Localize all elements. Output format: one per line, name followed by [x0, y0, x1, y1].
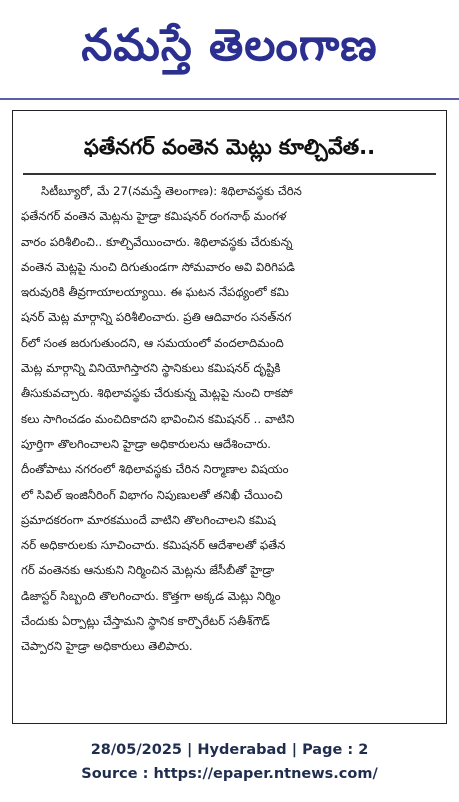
article-line: కలు సాగించడం మంచిదికాదని భావించిన కమిషనర్ .. వాటిని — [21, 411, 295, 426]
article-line: వారం పరిశీలించి.. కూల్చివేయించారు. శిథిలావస్థకు చేరుకున్న — [21, 234, 293, 249]
article-line: ఫతేనగర్ వంతెన మెట్లను హైడ్రా కమిషనర్ రంగనాథ్ మంగళ — [21, 209, 287, 224]
article-line: ప్రమాదకరంగా మారకముందే వాటిని తొలగించాలని కమిష — [21, 512, 276, 527]
article-line: సిటీబ్యూరో, మే 27(నమస్తే తెలంగాణ): శిథిలావస్థకు చేరిన — [41, 184, 302, 198]
article-line: లో సివిల్ ఇంజినీరింగ్ విభాగం నిపుణులతో తనిఖీ చేయించి — [21, 487, 283, 502]
article-line: వంతెన మెట్లపై నుంచి దిగుతుండగా సోమవారం అవి విరిగిపడి — [21, 259, 295, 274]
article-line: షనర్ మెట్ల మార్గాన్ని పరిశీలించారు. ప్రతి ఆదివారం సనత్‌నగ — [21, 310, 292, 325]
article-line: గర్ వంతెనకు ఆనుకుని నిర్మించిన మెట్లను జేసీబీతో హైడ్రా — [21, 563, 275, 578]
news-clipping — [12, 110, 447, 724]
article-line: తీసుకువచ్చారు. శిథిలావస్థకు చేరుకున్న మెట్లపై నుంచి రాకపో — [21, 386, 293, 401]
article-line: చెప్పారని హైడ్రా అధికారులు తెలిపారు. — [21, 639, 193, 654]
article-line: దీంతోపాటు నగరంలో శిథిలావస్థకు చేరిన నిర్మాణాల విషయం — [21, 462, 289, 477]
newspaper-logo-title: నమస్తే తెలంగాణ — [81, 20, 378, 71]
article-line: చేందుకు ఏర్పాట్లు చేస్తామని స్థానిక కార్పొరేటర్ సతీశ్‌గౌడ్ — [21, 614, 270, 629]
article-headline: ఫతేనగర్ వంతెన మెట్లు కూల్చివేత.. — [83, 135, 376, 159]
publication-date-line: 28/05/2025 | Hyderabad | Page : 2 — [90, 742, 369, 758]
article-line: పూర్తిగా తొలగించాలని హైడ్రా అధికారులను ఆదేశించారు. — [21, 436, 272, 451]
article-body — [21, 179, 438, 717]
newspaper-masthead — [0, 0, 459, 100]
clipping-footer — [0, 738, 459, 786]
headline-divider — [23, 173, 436, 175]
source-link[interactable]: Source : https://epaper.ntnews.com/ — [81, 766, 378, 782]
article-line: నర్ అధికారులకు సూచించారు. కమిషనర్ ఆదేశాలతో ఫతేన — [21, 538, 286, 553]
article-line: డిజాస్టర్ సిబ్బంది తొలగించారు. కొత్తగా అక్కడ మెట్లు నిర్మిం — [21, 588, 281, 603]
article-line: ర్‌లో సంత జరుగుతుందని, ఆ సమయంలో వందలాదిమంది — [21, 335, 284, 350]
article-line: ఇరువురికి తీవ్రగాయాలయ్యాయి. ఈ ఘటన నేపథ్యంలో కమి — [21, 285, 289, 300]
article-line: మెట్ల మార్గాన్ని వినియోగిస్తారని స్థానికులు కమిషనర్ దృష్టికి — [21, 361, 281, 376]
